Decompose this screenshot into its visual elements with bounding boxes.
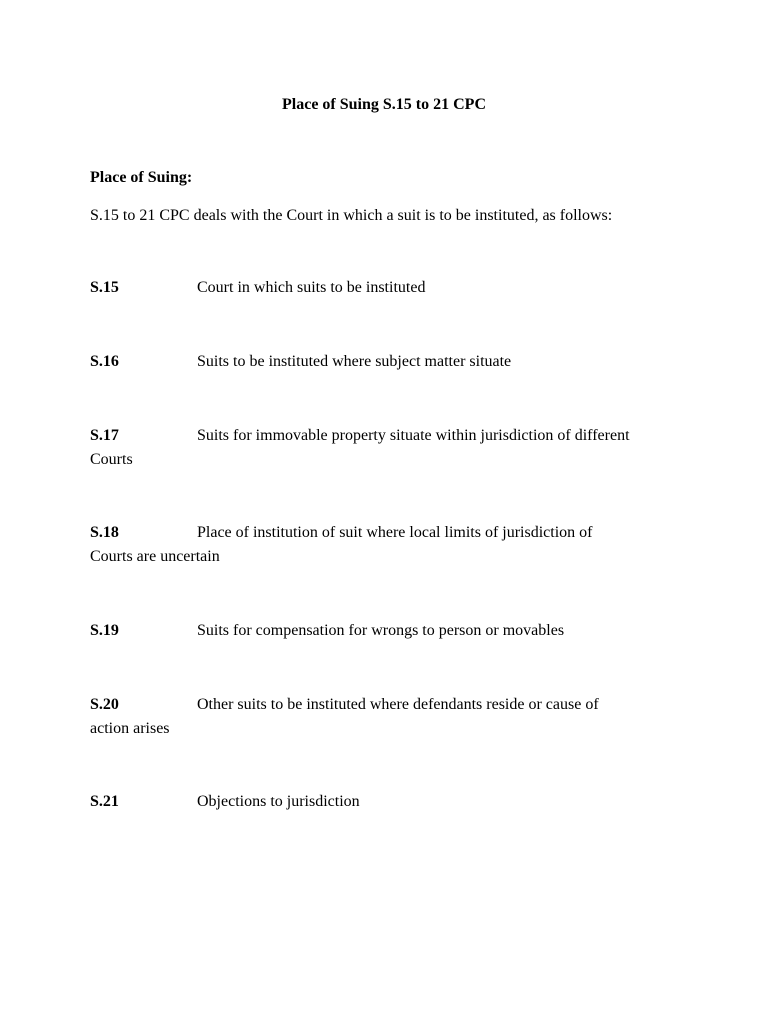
section-number: S.18 [90, 524, 119, 541]
section-description: Place of institution of suit where local limits of jurisdiction of [197, 524, 593, 541]
section-number: S.21 [90, 793, 119, 810]
section-description-continuation: action arises [90, 720, 170, 737]
section-entry-s19 [90, 619, 690, 643]
section-number: S.17 [90, 427, 119, 444]
section-heading: Place of Suing: [90, 169, 193, 186]
section-description-continuation: Courts are uncertain [90, 548, 220, 565]
section-number: S.15 [90, 279, 119, 296]
section-entry-s17 [90, 424, 690, 472]
document-title: Place of Suing S.15 to 21 CPC [282, 96, 486, 113]
section-description-continuation: Courts [90, 451, 133, 468]
section-description: Other suits to be instituted where defendants reside or cause of [197, 696, 599, 713]
section-number: S.16 [90, 353, 119, 370]
section-description: Suits for immovable property situate within jurisdiction of different [197, 427, 630, 444]
section-entry-s21 [90, 790, 690, 814]
section-description: Suits to be instituted where subject matter situate [197, 353, 512, 370]
section-number: S.20 [90, 696, 119, 713]
section-entry-s15 [90, 276, 690, 300]
intro-paragraph: S.15 to 21 CPC deals with the Court in which a suit is to be instituted, as follows: [90, 207, 613, 224]
section-entry-s20 [90, 693, 690, 741]
section-entry-s18 [90, 521, 690, 569]
section-description: Objections to jurisdiction [197, 793, 360, 810]
section-description: Suits for compensation for wrongs to person or movables [197, 622, 565, 639]
section-number: S.19 [90, 622, 119, 639]
section-description: Court in which suits to be instituted [197, 279, 426, 296]
section-entry-s16 [90, 350, 690, 374]
